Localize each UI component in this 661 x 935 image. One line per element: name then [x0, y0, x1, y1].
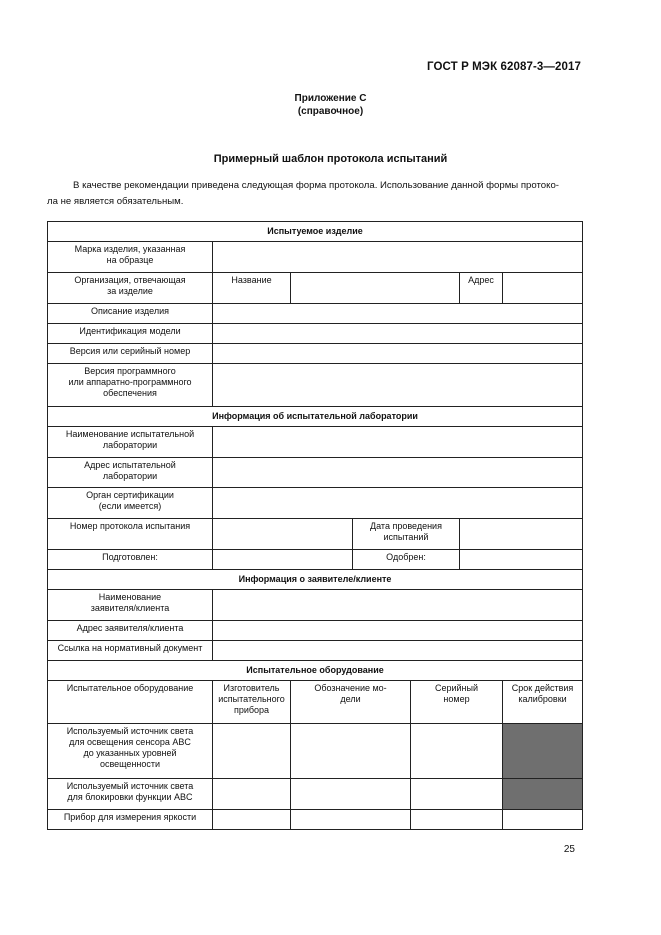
column-header-calibration: Срок действия калибровки [503, 681, 583, 724]
label-normative-ref: Ссылка на нормативный документ [48, 641, 213, 661]
section-heading-product: Испытуемое изделие [48, 222, 583, 242]
label-test-date: Дата проведения испытаний [353, 519, 460, 550]
intro-line-2: ла не является обязательным. [47, 195, 184, 207]
label-model-id: Идентификация модели [48, 324, 213, 344]
label-certification: Орган сертификации (если имеется) [48, 488, 213, 519]
column-header-model: Обозначение мо- дели [291, 681, 411, 724]
label-lab-address: Адрес испытательной лаборатории [48, 458, 213, 488]
field-approved[interactable] [460, 550, 583, 570]
column-header-serial: Серийный номер [411, 681, 503, 724]
column-header-equipment: Испытательное оборудование [48, 681, 213, 724]
label-address: Адрес [460, 273, 503, 304]
label-protocol-number: Номер протокола испытания [48, 519, 213, 550]
field-description[interactable] [213, 304, 583, 324]
field-organization-address[interactable] [503, 273, 583, 304]
appendix-title: Приложение С [294, 93, 367, 104]
field-calibration[interactable] [503, 810, 583, 830]
page-number: 25 [563, 844, 575, 855]
label-applicant-name: Наименование заявителя/клиента [48, 590, 213, 621]
section-heading-lab: Информация об испытательной лаборатории [48, 407, 583, 427]
field-model[interactable] [291, 724, 411, 779]
field-model[interactable] [291, 810, 411, 830]
field-software-version[interactable] [213, 364, 583, 407]
test-protocol-form [47, 221, 583, 830]
equipment-row-label: Используемый источник света для освещения сенсора ABC до указанных уровней освещенности [48, 724, 213, 779]
field-certification[interactable] [213, 488, 583, 519]
section-heading-applicant: Информация о заявителе/клиенте [48, 570, 583, 590]
field-normative-ref[interactable] [213, 641, 583, 661]
label-prepared: Подготовлен: [48, 550, 213, 570]
field-serial[interactable] [411, 779, 503, 810]
label-applicant-address: Адрес заявителя/клиента [48, 621, 213, 641]
label-description: Описание изделия [48, 304, 213, 324]
label-lab-name: Наименование испытательной лаборатории [48, 427, 213, 458]
field-manufacturer[interactable] [213, 724, 291, 779]
label-name: Название [213, 273, 291, 304]
field-organization-name[interactable] [291, 273, 460, 304]
table-row [48, 810, 583, 830]
field-version-serial[interactable] [213, 344, 583, 364]
shaded-cell [503, 779, 583, 810]
equipment-row-label: Прибор для измерения яркости [48, 810, 213, 830]
field-manufacturer[interactable] [213, 810, 291, 830]
appendix-block [0, 92, 661, 118]
label-version-serial: Версия или серийный номер [48, 344, 213, 364]
field-manufacturer[interactable] [213, 779, 291, 810]
standard-header: ГОСТ Р МЭК 62087-3—2017 [427, 61, 581, 73]
label-organization: Организация, отвечающая за изделие [48, 273, 213, 304]
intro-line-1: В качестве рекомендации приведена следующая форма протокола. Использование данной формы протоко- [73, 180, 559, 191]
field-brand[interactable] [213, 242, 583, 273]
table-row [48, 779, 583, 810]
field-applicant-address[interactable] [213, 621, 583, 641]
field-model[interactable] [291, 779, 411, 810]
field-model-id[interactable] [213, 324, 583, 344]
label-brand: Марка изделия, указанная на образце [48, 242, 213, 273]
field-lab-name[interactable] [213, 427, 583, 458]
shaded-cell [503, 724, 583, 779]
table-row [48, 724, 583, 779]
field-protocol-number[interactable] [213, 519, 353, 550]
field-lab-address[interactable] [213, 458, 583, 488]
label-software-version: Версия программного или аппаратно-программного обеспечения [48, 364, 213, 407]
intro-paragraph [47, 178, 582, 209]
field-applicant-name[interactable] [213, 590, 583, 621]
field-prepared[interactable] [213, 550, 353, 570]
field-test-date[interactable] [460, 519, 583, 550]
field-serial[interactable] [411, 810, 503, 830]
document-title: Примерный шаблон протокола испытаний [213, 153, 448, 165]
column-header-manufacturer: Изготовитель испытательного прибора [213, 681, 291, 724]
section-heading-equipment: Испытательное оборудование [48, 661, 583, 681]
equipment-row-label: Используемый источник света для блокировки функции ABC [48, 779, 213, 810]
field-serial[interactable] [411, 724, 503, 779]
appendix-note: (справочное) [297, 106, 364, 117]
label-approved: Одобрен: [353, 550, 460, 570]
